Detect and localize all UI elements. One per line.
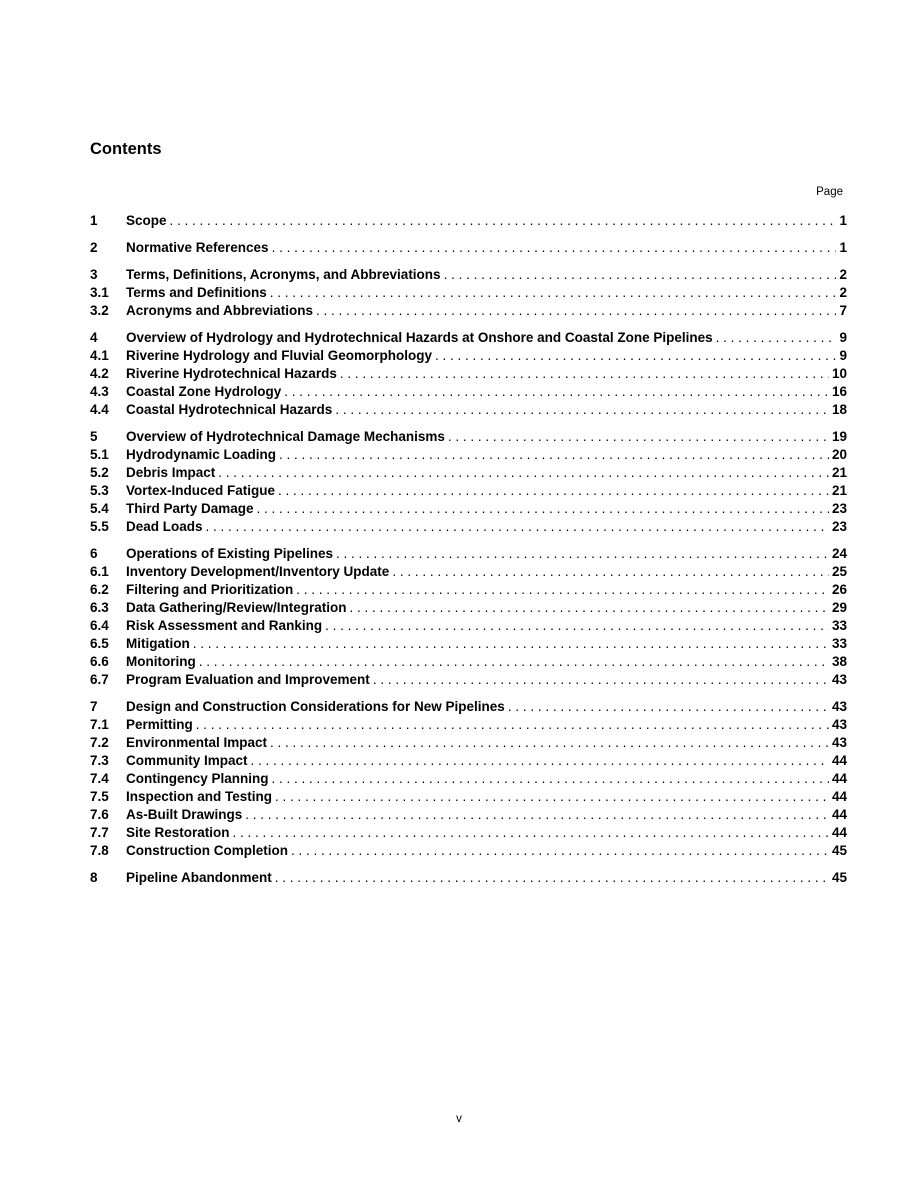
toc-entry-page: 2 (839, 267, 847, 282)
toc-entry[interactable] (90, 239, 847, 257)
toc-entry-title: Coastal Zone Hydrology (126, 384, 282, 399)
toc-entry[interactable] (90, 428, 847, 446)
toc-entry-number: 7.6 (90, 807, 109, 822)
toc-entry-number: 4.3 (90, 384, 109, 399)
dot-leader (291, 842, 829, 860)
toc-entry-title: Mitigation (126, 636, 190, 651)
toc-entry-number: 7.5 (90, 789, 109, 804)
dot-leader (199, 653, 829, 671)
toc-entry[interactable] (90, 824, 847, 842)
toc-entry-number: 6.4 (90, 618, 109, 633)
toc-entry-title: Contingency Planning (126, 771, 269, 786)
toc-entry-page: 45 (831, 870, 847, 885)
table-of-contents (90, 212, 847, 896)
toc-entry[interactable] (90, 617, 847, 635)
toc-entry[interactable] (90, 698, 847, 716)
toc-entry-title: Overview of Hydrology and Hydrotechnical Hazards at Onshore and Coastal Zone Pipelines (126, 330, 713, 345)
dot-leader (270, 734, 829, 752)
toc-entry-number: 4 (90, 330, 98, 345)
toc-entry-page: 1 (839, 213, 847, 228)
toc-entry-title: Acronyms and Abbreviations (126, 303, 314, 318)
dot-leader (340, 365, 829, 383)
toc-entry-number: 3.1 (90, 285, 109, 300)
dot-leader (278, 482, 829, 500)
toc-entry-number: 7.2 (90, 735, 109, 750)
toc-entry-page: 7 (839, 303, 847, 318)
toc-section-group (90, 428, 847, 536)
toc-entry[interactable] (90, 869, 847, 887)
toc-entry-page: 20 (831, 447, 847, 462)
toc-entry[interactable] (90, 329, 847, 347)
toc-entry-page: 43 (831, 735, 847, 750)
toc-entry[interactable] (90, 563, 847, 581)
toc-entry-page: 19 (831, 429, 847, 444)
toc-entry-title: Third Party Damage (126, 501, 254, 516)
toc-entry-page: 44 (831, 789, 847, 804)
toc-entry-title: Inspection and Testing (126, 789, 273, 804)
toc-entry[interactable] (90, 716, 847, 734)
toc-entry-page: 21 (831, 483, 847, 498)
dot-leader (218, 464, 829, 482)
toc-entry-page: 21 (831, 465, 847, 480)
dot-leader (392, 563, 829, 581)
toc-entry-page: 44 (831, 807, 847, 822)
toc-entry-page: 44 (831, 825, 847, 840)
toc-entry-title: Filtering and Prioritization (126, 582, 294, 597)
toc-entry[interactable] (90, 842, 847, 860)
toc-entry-number: 2 (90, 240, 98, 255)
toc-entry[interactable] (90, 635, 847, 653)
toc-entry-title: Terms, Definitions, Acronyms, and Abbreviations (126, 267, 441, 282)
toc-entry-title: Data Gathering/Review/Integration (126, 600, 347, 615)
toc-entry-number: 5.3 (90, 483, 109, 498)
toc-entry[interactable] (90, 581, 847, 599)
toc-entry-number: 6.6 (90, 654, 109, 669)
dot-leader (444, 266, 837, 284)
dot-leader (251, 752, 829, 770)
toc-entry[interactable] (90, 284, 847, 302)
toc-entry[interactable] (90, 302, 847, 320)
dot-leader (196, 716, 829, 734)
toc-entry-page: 23 (831, 501, 847, 516)
toc-entry[interactable] (90, 734, 847, 752)
toc-entry-number: 6 (90, 546, 98, 561)
toc-entry-page: 43 (831, 717, 847, 732)
toc-entry-title: Site Restoration (126, 825, 230, 840)
dot-leader (233, 824, 829, 842)
toc-entry[interactable] (90, 671, 847, 689)
toc-entry-page: 43 (831, 699, 847, 714)
toc-entry-title: Program Evaluation and Improvement (126, 672, 370, 687)
toc-section-group (90, 239, 847, 257)
toc-entry-number: 6.2 (90, 582, 109, 597)
toc-entry-title: Normative References (126, 240, 269, 255)
toc-entry-number: 1 (90, 213, 98, 228)
toc-entry-page: 44 (831, 771, 847, 786)
dot-leader (316, 302, 836, 320)
dot-leader (350, 599, 829, 617)
toc-entry-title: Scope (126, 213, 167, 228)
toc-entry[interactable] (90, 518, 847, 536)
toc-entry-title: Riverine Hydrology and Fluvial Geomorphology (126, 348, 433, 363)
toc-entry-title: Monitoring (126, 654, 196, 669)
toc-entry[interactable] (90, 446, 847, 464)
toc-entry-page: 33 (831, 636, 847, 651)
dot-leader (193, 635, 829, 653)
dot-leader (270, 284, 837, 302)
toc-entry-page: 23 (831, 519, 847, 534)
dot-leader (245, 806, 829, 824)
toc-entry-title: Permitting (126, 717, 193, 732)
page-title: Contents (90, 140, 162, 158)
toc-entry-page: 26 (831, 582, 847, 597)
toc-entry-number: 5.5 (90, 519, 109, 534)
toc-section-group (90, 212, 847, 230)
toc-entry-page: 9 (839, 348, 847, 363)
dot-leader (272, 770, 829, 788)
toc-entry-title: Hydrodynamic Loading (126, 447, 277, 462)
dot-leader (335, 401, 829, 419)
toc-entry-page: 16 (831, 384, 847, 399)
dot-leader (275, 869, 829, 887)
toc-entry-page: 18 (831, 402, 847, 417)
toc-entry-title: Vortex-Induced Fatigue (126, 483, 276, 498)
toc-entry[interactable] (90, 464, 847, 482)
toc-entry-title: Pipeline Abandonment (126, 870, 272, 885)
toc-entry-number: 4.2 (90, 366, 109, 381)
toc-entry-number: 3 (90, 267, 98, 282)
toc-entry-number: 7.4 (90, 771, 109, 786)
toc-entry[interactable] (90, 266, 847, 284)
toc-entry[interactable] (90, 653, 847, 671)
toc-entry-title: Community Impact (126, 753, 248, 768)
toc-entry[interactable] (90, 365, 847, 383)
toc-section-group (90, 329, 847, 419)
toc-entry-number: 7.7 (90, 825, 109, 840)
toc-entry[interactable] (90, 401, 847, 419)
toc-entry[interactable] (90, 500, 847, 518)
page-column-label: Page (816, 186, 843, 198)
toc-section-group (90, 545, 847, 689)
toc-entry-title: Debris Impact (126, 465, 216, 480)
dot-leader (716, 329, 837, 347)
toc-entry-title: Dead Loads (126, 519, 203, 534)
toc-entry-title: Risk Assessment and Ranking (126, 618, 323, 633)
toc-entry-number: 5.1 (90, 447, 109, 462)
toc-entry-number: 5.2 (90, 465, 109, 480)
toc-entry-page: 25 (831, 564, 847, 579)
footer-page-number: v (456, 1113, 462, 1125)
toc-entry-page: 24 (831, 546, 847, 561)
toc-entry-title: Riverine Hydrotechnical Hazards (126, 366, 337, 381)
toc-entry-page: 44 (831, 753, 847, 768)
toc-entry[interactable] (90, 383, 847, 401)
dot-leader (279, 446, 829, 464)
dot-leader (272, 239, 837, 257)
toc-entry-page: 2 (839, 285, 847, 300)
toc-entry-number: 8 (90, 870, 98, 885)
toc-entry-number: 4.1 (90, 348, 109, 363)
toc-entry-title: Environmental Impact (126, 735, 268, 750)
toc-entry-number: 6.1 (90, 564, 109, 579)
dot-leader (284, 383, 829, 401)
toc-entry-title: Construction Completion (126, 843, 288, 858)
dot-leader (435, 347, 836, 365)
toc-entry-number: 5 (90, 429, 98, 444)
toc-entry-title: As-Built Drawings (126, 807, 243, 822)
toc-entry-number: 7 (90, 699, 98, 714)
toc-entry-number: 6.7 (90, 672, 109, 687)
toc-entry[interactable] (90, 770, 847, 788)
toc-entry-page: 33 (831, 618, 847, 633)
dot-leader (336, 545, 829, 563)
toc-entry-title: Terms and Definitions (126, 285, 267, 300)
dot-leader (508, 698, 829, 716)
toc-entry-page: 43 (831, 672, 847, 687)
toc-entry-title: Overview of Hydrotechnical Damage Mechanisms (126, 429, 445, 444)
toc-section-group (90, 698, 847, 860)
toc-entry[interactable] (90, 347, 847, 365)
toc-entry-title: Design and Construction Considerations for New Pipelines (126, 699, 505, 714)
toc-section-group (90, 266, 847, 320)
toc-entry[interactable] (90, 788, 847, 806)
dot-leader (257, 500, 829, 518)
toc-entry[interactable] (90, 752, 847, 770)
toc-entry[interactable] (90, 212, 847, 230)
toc-entry-number: 7.8 (90, 843, 109, 858)
dot-leader (170, 212, 837, 230)
toc-entry-page: 10 (831, 366, 847, 381)
toc-entry-page: 45 (831, 843, 847, 858)
toc-entry-number: 6.5 (90, 636, 109, 651)
toc-entry-number: 3.2 (90, 303, 109, 318)
toc-entry-page: 29 (831, 600, 847, 615)
toc-entry[interactable] (90, 482, 847, 500)
toc-entry-title: Operations of Existing Pipelines (126, 546, 334, 561)
toc-entry-number: 7.1 (90, 717, 109, 732)
toc-entry[interactable] (90, 599, 847, 617)
toc-entry-page: 9 (839, 330, 847, 345)
toc-entry-page: 38 (831, 654, 847, 669)
toc-entry-number: 4.4 (90, 402, 109, 417)
dot-leader (325, 617, 829, 635)
dot-leader (296, 581, 829, 599)
toc-entry-number: 7.3 (90, 753, 109, 768)
dot-leader (448, 428, 829, 446)
toc-entry-number: 5.4 (90, 501, 109, 516)
toc-entry-title: Coastal Hydrotechnical Hazards (126, 402, 333, 417)
dot-leader (275, 788, 829, 806)
dot-leader (373, 671, 829, 689)
toc-entry-number: 6.3 (90, 600, 109, 615)
dot-leader (206, 518, 829, 536)
toc-entry-title: Inventory Development/Inventory Update (126, 564, 390, 579)
toc-section-group (90, 869, 847, 887)
toc-entry[interactable] (90, 806, 847, 824)
toc-entry-page: 1 (839, 240, 847, 255)
toc-entry[interactable] (90, 545, 847, 563)
